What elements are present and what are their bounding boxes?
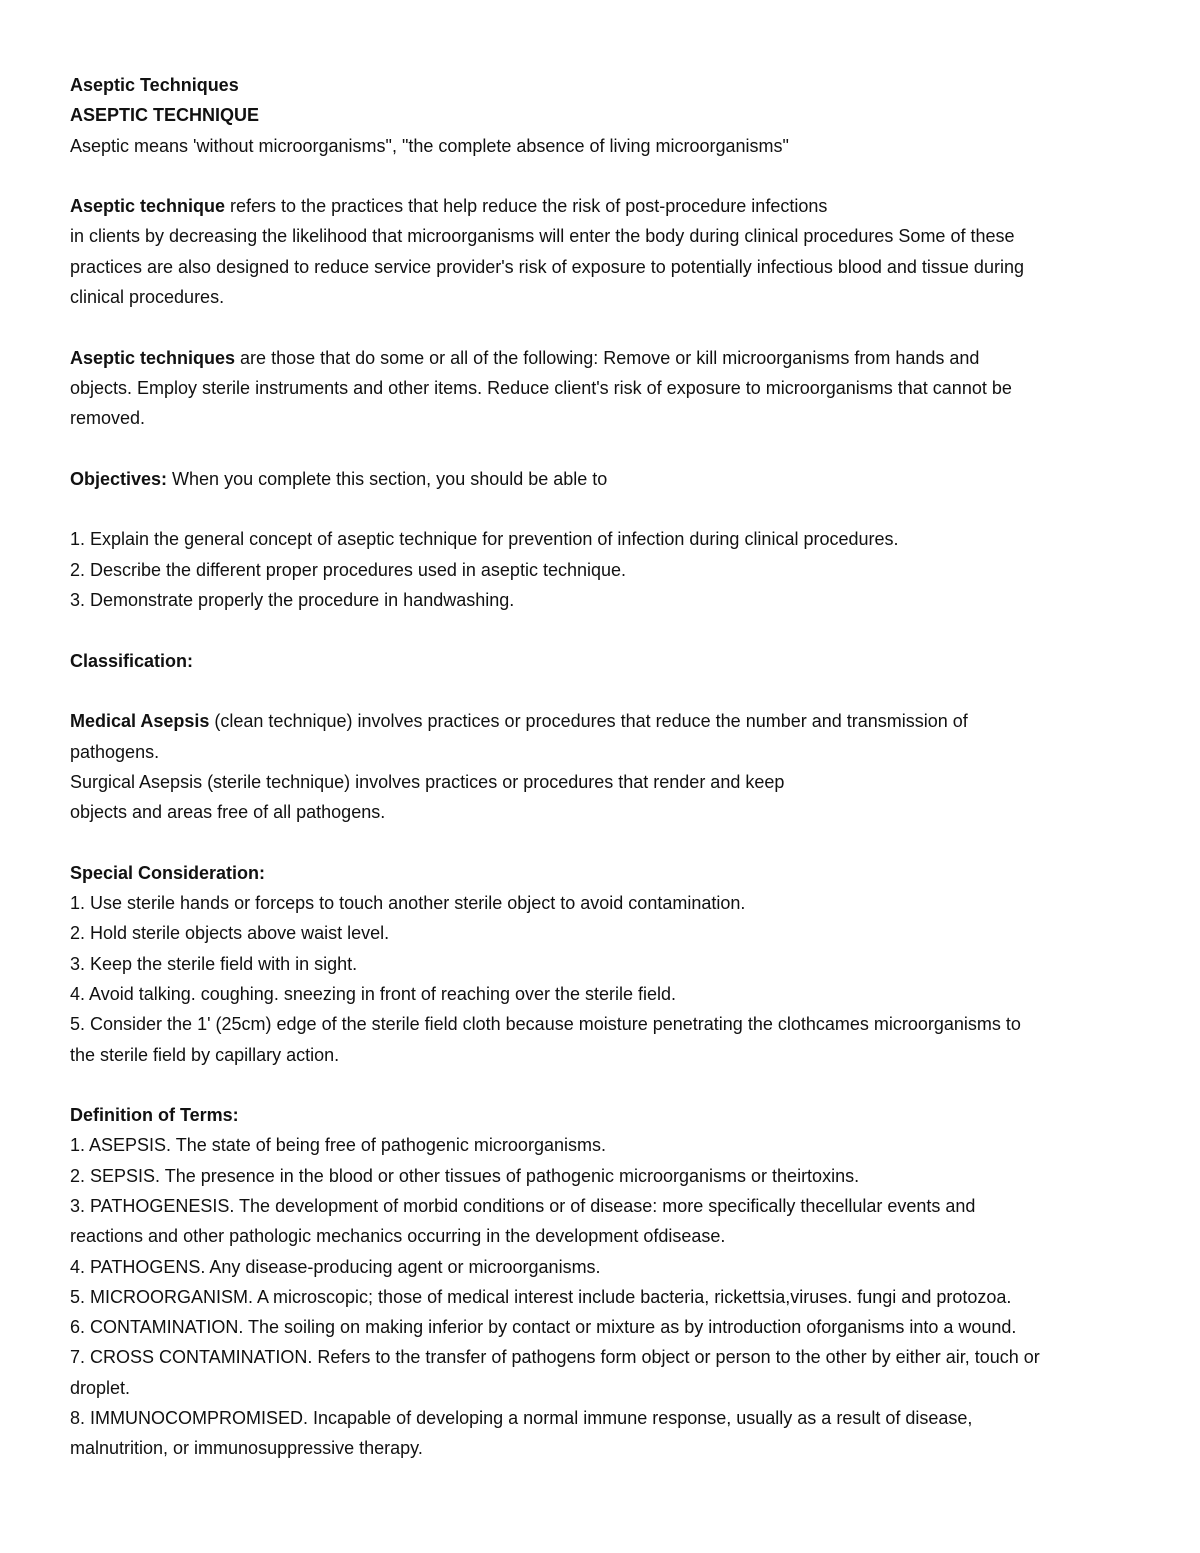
document-title: Aseptic Techniques [70,75,239,95]
paragraph-text: are those that do some or all of the following: Remove or kill microorganisms from hands and [235,347,980,368]
paragraph-aseptic-technique-line-2: in clients by decreasing the likelihood that microorganisms will enter the body during clinical procedures Some of these [70,226,1015,247]
paragraph-aseptic-techniques-line-2: objects. Employ sterile instruments and other items. Reduce client's risk of exposure to microorganisms that cannot be [70,377,1012,398]
surgical-asepsis-line-2: objects and areas free of all pathogens. [70,802,386,823]
special-consideration-item-continued: the sterile field by capillary action. [70,1044,340,1065]
term-medical-asepsis: Medical Asepsis [70,711,210,732]
intro-definition: Aseptic means 'without microorganisms", "the complete absence of living microorganisms" [70,135,789,156]
special-consideration-item: 1. Use sterile hands or forceps to touch another sterile object to avoid contamination. [70,893,746,914]
special-consideration-item: 2. Hold sterile objects above waist level. [70,923,390,944]
medical-asepsis-line-1 [70,706,1140,736]
term-aseptic-technique: Aseptic technique [70,196,226,217]
spacer [70,312,1140,342]
spacer [70,827,1140,857]
document-page [70,70,1140,1464]
paragraph-aseptic-technique-line-3: practices are also designed to reduce service provider's risk of exposure to potentially infectious blood and tissue during [70,256,1024,277]
special-consideration-item: 4. Avoid talking. coughing. sneezing in front of reaching over the sterile field. [70,983,677,1004]
term-definition-continued: droplet. [70,1377,131,1398]
spacer [70,615,1140,645]
objective-item: 3. Demonstrate properly the procedure in handwashing. [70,590,515,611]
spacer [70,494,1140,524]
medical-asepsis-text: (clean technique) involves practices or procedures that reduce the number and transmission of [209,711,968,732]
paragraph-aseptic-technique-line-4: clinical procedures. [70,287,225,308]
term-definition: 7. CROSS CONTAMINATION. Refers to the transfer of pathogens form object or person to the other by either air, touch or [70,1347,1040,1368]
term-definition: 1. ASEPSIS. The state of being free of pathogenic microorganisms. [70,1135,606,1156]
definition-of-terms-heading: Definition of Terms: [70,1105,239,1126]
term-definition: 3. PATHOGENESIS. The development of morbid conditions or of disease: more specifically thecellular events and [70,1195,976,1216]
objectives-intro [70,464,1140,494]
spacer [70,161,1140,191]
term-definition: 4. PATHOGENS. Any disease-producing agent or microorganisms. [70,1256,601,1277]
classification-heading: Classification: [70,650,194,671]
term-definition: 2. SEPSIS. The presence in the blood or other tissues of pathogenic microorganisms or theirtoxins. [70,1165,860,1186]
spacer [70,434,1140,464]
paragraph-aseptic-techniques-line-1 [70,343,1140,373]
term-definition-continued: malnutrition, or immunosuppressive therapy. [70,1438,423,1459]
term-definition: 8. IMMUNOCOMPROMISED. Incapable of developing a normal immune response, usually as a result of disease, [70,1408,973,1429]
objectives-text: When you complete this section, you should be able to [167,468,608,489]
document-subtitle: ASEPTIC TECHNIQUE [70,105,260,126]
term-definition-continued: reactions and other pathologic mechanics occurring in the development ofdisease. [70,1226,726,1247]
spacer [70,1070,1140,1100]
paragraph-text: refers to the practices that help reduce the risk of post-procedure infections [225,196,828,217]
objective-item: 1. Explain the general concept of aseptic technique for prevention of infection during clinical procedures. [70,529,899,550]
term-definition: 6. CONTAMINATION. The soiling on making inferior by contact or mixture as by introduction oforganisms into a wound. [70,1317,1017,1338]
surgical-asepsis-line-1: Surgical Asepsis (sterile technique) involves practices or procedures that render and keep [70,771,785,792]
special-consideration-heading: Special Consideration: [70,862,266,883]
objectives-heading: Objectives: [70,468,168,489]
paragraph-aseptic-techniques-line-3: removed. [70,408,146,429]
spacer [70,676,1140,706]
term-definition: 5. MICROORGANISM. A microscopic; those of medical interest include bacteria, rickettsia,viruses. fungi and protozoa. [70,1286,1012,1307]
paragraph-aseptic-technique-line-1 [70,191,1140,221]
special-consideration-item: 5. Consider the 1' (25cm) edge of the sterile field cloth because moisture penetrating the clothcames microorganisms to [70,1014,1021,1035]
term-aseptic-techniques: Aseptic techniques [70,347,236,368]
medical-asepsis-line-2: pathogens. [70,741,160,762]
objective-item: 2. Describe the different proper procedures used in aseptic technique. [70,559,627,580]
special-consideration-item: 3. Keep the sterile field with in sight. [70,953,358,974]
